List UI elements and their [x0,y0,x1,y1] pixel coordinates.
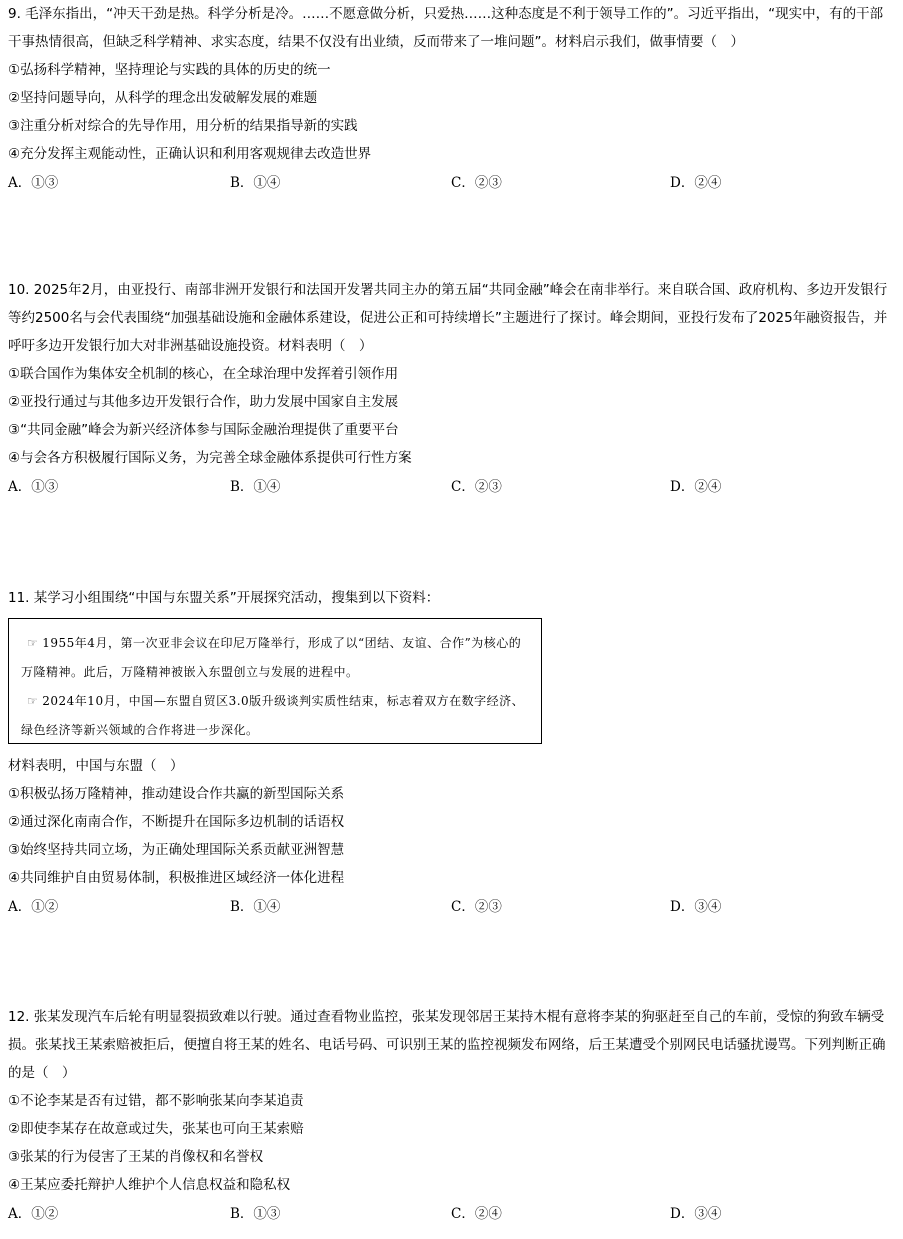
choice-b[interactable]: B．①③ [230,1206,281,1222]
statement-3: ③注重分析对综合的先导作用，用分析的结果指导新的实践 [8,118,358,134]
material-text-2: 2024年10月，中国—东盟自贸区3.0版升级谈判实质性结束，标志着双方在数字经济、绿色经济等新兴领域的合作将进一步深化。 [21,694,525,737]
question-9 [8,0,893,198]
statement-1: ①不论李某是否有过错，都不影响张某向李某追责 [8,1093,304,1109]
choice-a[interactable]: A．①③ [8,175,59,191]
statement-3: ③张某的行为侵害了王某的肖像权和名誉权 [8,1149,264,1165]
statement-2: ②即使李某存在故意或过失，张某也可向王某索赔 [8,1121,304,1137]
choice-d[interactable]: D．②④ [670,479,722,495]
statement-1: ①积极弘扬万隆精神，推动建设合作共赢的新型国际关系 [8,786,345,802]
choice-a[interactable]: A．①② [8,899,59,915]
question-12 [8,1003,893,1229]
choice-b[interactable]: B．①④ [230,899,281,915]
statement-4: ④充分发挥主观能动性，正确认识和利用客观规律去改造世界 [8,146,372,162]
answer-choices [8,892,893,922]
statement-2: ②亚投行通过与其他多边开发银行合作，助力发展中国家自主发展 [8,394,399,410]
answer-choices [8,1199,893,1229]
pointing-hand-icon: ☞ [27,694,39,708]
choice-d[interactable]: D．③④ [670,1206,722,1222]
material-paragraph-1 [21,629,529,687]
statement-2: ②坚持问题导向，从科学的理念出发破解发展的难题 [8,90,318,106]
statement-3: ③始终坚持共同立场，为正确处理国际关系贡献亚洲智慧 [8,842,345,858]
choice-a[interactable]: A．①② [8,1206,59,1222]
choice-b[interactable]: B．①④ [230,479,281,495]
statement-4: ④与会各方积极履行国际义务，为完善全球金融体系提供可行性方案 [8,450,412,466]
question-stem: 10. 2025年2月，由亚投行、南部非洲开发银行和法国开发署共同主办的第五届“共同金融”峰会在南非举行。来自联合国、政府机构、多边开发银行等约2500名与会代表围绕“加强基础设施和金融体系建设，促进公正和可持续增长”主题进行了探讨。峰会期间，亚投行发布了2025年融资报告，并呼吁多边开发银行加大对非洲基础设施投资。材料表明（ ） [8,282,888,354]
choice-d[interactable]: D．③④ [670,899,722,915]
choice-c[interactable]: C．②③ [451,175,502,191]
material-text-1: 1955年4月，第一次亚非会议在印尼万隆举行，形成了以“团结、友谊、合作”为核心的万隆精神。此后，万隆精神被嵌入东盟创立与发展的进程中。 [21,636,522,679]
question-stem: 11. 某学习小组围绕“中国与东盟关系”开展探究活动，搜集到以下资料： [8,590,440,606]
statement-1: ①联合国作为集体安全机制的核心，在全球治理中发挥着引领作用 [8,366,399,382]
statement-1: ①弘扬科学精神，坚持理论与实践的具体的历史的统一 [8,62,331,78]
question-lead: 材料表明，中国与东盟（ ） [8,758,184,774]
choice-c[interactable]: C．②③ [451,479,502,495]
pointing-hand-icon: ☞ [27,636,39,650]
statement-3: ③“共同金融”峰会为新兴经济体参与国际金融治理提供了重要平台 [8,422,399,438]
choice-d[interactable]: D．②④ [670,175,722,191]
question-stem: 9. 毛泽东指出，“冲天干劲是热。科学分析是冷。……不愿意做分析，只爱热……这种态度是不利于领导工作的”。习近平指出，“现实中，有的干部干事热情很高，但缺乏科学精神、求实态度，结果不仅没有出业绩，反而带来了一堆问题”。材料启示我们，做事情要（ ） [8,6,884,50]
question-11 [8,584,893,922]
statement-4: ④王某应委托辩护人维护个人信息权益和隐私权 [8,1177,291,1193]
statement-2: ②通过深化南南合作，不断提升在国际多边机制的话语权 [8,814,345,830]
answer-choices [8,168,893,198]
statement-4: ④共同维护自由贸易体制，积极推进区域经济一体化进程 [8,870,345,886]
material-box [8,618,542,744]
choice-b[interactable]: B．①④ [230,175,281,191]
question-stem: 12. 张某发现汽车后轮有明显裂损致难以行驶。通过查看物业监控，张某发现邻居王某持木棍有意将李某的狗驱赶至自己的车前，受惊的狗致车辆受损。张某找王某索赔被拒后，便擅自将王某的姓名、电话号码、可识别王某的监控视频发布网络，后王某遭受个别网民电话骚扰谩骂。下列判断正确的是（ ） [8,1009,886,1081]
material-paragraph-2 [21,687,529,745]
choice-a[interactable]: A．①③ [8,479,59,495]
answer-choices [8,472,893,502]
question-10 [8,276,893,502]
choice-c[interactable]: C．②④ [451,1206,502,1222]
choice-c[interactable]: C．②③ [451,899,502,915]
